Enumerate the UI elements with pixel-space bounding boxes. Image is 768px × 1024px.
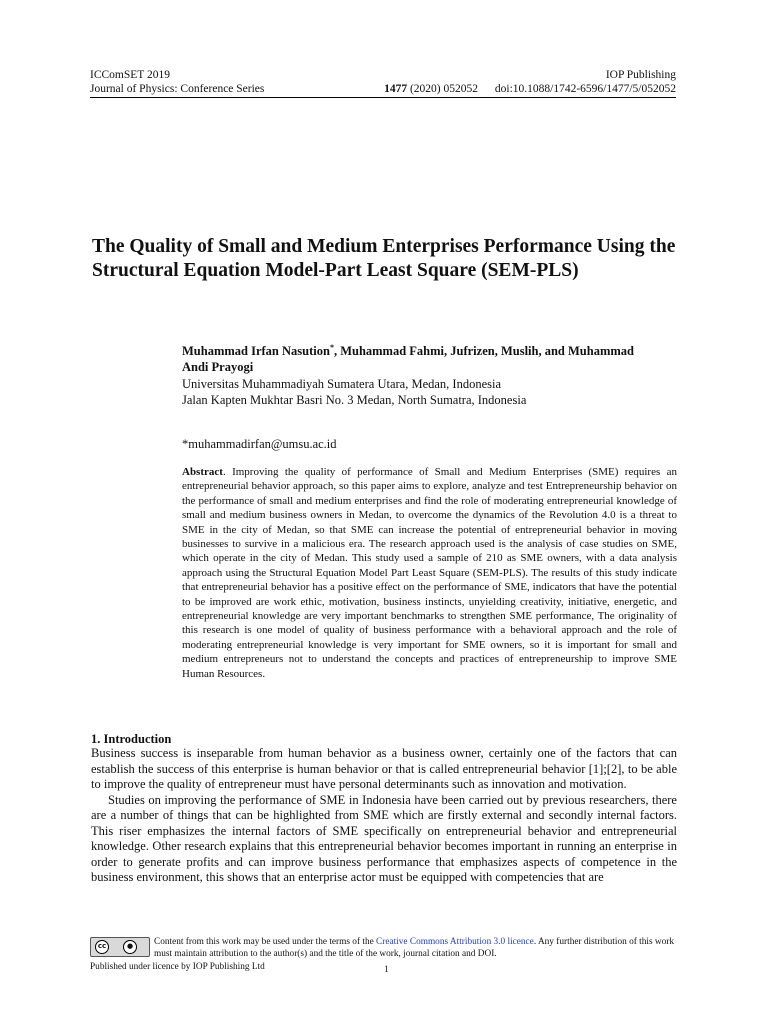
affiliation — [182, 376, 662, 408]
paper-title: The Quality of Small and Medium Enterprises Performance Using the Structural Equation Model-Part Least Square (SEM-PLS) — [92, 236, 676, 281]
year-issue: (2020) 052052 — [407, 83, 478, 95]
license-text-before: Content from this work may be used under the terms of the — [154, 937, 377, 947]
contact-email[interactable]: *muhammadirfan@umsu.ac.id — [182, 437, 337, 451]
introduction-paragraph-1: Business success is inseparable from human behavior as a business owner, certainly one of the factors that can establish the success of this enterprise is human behavior or that is called entrepreneurial behavior [1];[2], to be able to improve the quality of entrepreneur must have personal determinants such as innovation and motivation. — [91, 746, 677, 791]
introduction-paragraph-2: Studies on improving the performance of SME in Indonesia have been carried out by previous researchers, there are a number of things that can be highlighted from SME which are firstly external and secondly internal factors. This riser emphasizes the internal factors of SME specifically on entrepreneurial behavior and entrepreneurial knowledge. Other research explains that this entrepreneurial behavior becomes important in running an enterprise in order to generate profits and can improve business performance that emphasizes aspects of competence in the business environment, this shows that an enterprise actor must be equipped with competencies that are — [91, 792, 677, 884]
header-row-2 — [90, 82, 676, 96]
co-authors: , Muhammad Fahmi, Jufrizen, Muslih, and Muhammad Andi Prayogi — [182, 344, 634, 375]
doi-text[interactable]: doi:10.1088/1742-6596/1477/5/052052 — [494, 83, 676, 95]
header-row-1 — [90, 68, 676, 82]
citation-info — [384, 82, 676, 96]
introduction-body — [91, 746, 677, 886]
page-number: 1 — [384, 965, 389, 975]
header-divider — [90, 97, 676, 98]
by-icon: ● — [123, 940, 137, 954]
abstract-label: Abstract — [182, 466, 223, 478]
cc-icon: cc — [95, 940, 109, 954]
abstract — [182, 465, 677, 681]
corresponding-author: Muhammad Irfan Nasution — [182, 344, 330, 359]
section-heading-introduction: 1. Introduction — [91, 732, 172, 746]
running-header — [90, 68, 676, 96]
cc-by-badge[interactable] — [90, 937, 150, 957]
conference-name: ICComSET 2019 — [90, 69, 170, 81]
journal-name: Journal of Physics: Conference Series — [90, 83, 265, 95]
license-text-after: . Any further distribution of this work must maintain attribution to the author(s) and the title of the work, journal citation and DOI. — [154, 937, 675, 959]
license-link[interactable]: Creative Commons Attribution 3.0 licence — [376, 937, 534, 947]
volume-number: 1477 — [384, 83, 408, 95]
abstract-text: . Improving the quality of performance of Small and Medium Enterprises (SME) requires an entrepreneurial behavior approach, so this paper aims to explore, analyze and test Entrepreneurship behavior on the performance of small and medium enterprises and find the role of moderating entrepreneurial knowledge of small and medium business owners in Medan, to overcome the dynamics of the Revolution 4.0 is a threat to SME in the city of Medan, so that SME can increase the potential of entrepreneurial behavior in moving businesses to survive in a malicious era. The research approach used is the analysis of case studies on SME, which operate in the city of Medan. This study used a sample of 210 as SME owners, with a data analysis approach using the Structural Equation Model Part Least Square (SEM-PLS). The results of this study indicate that entrepreneurial behavior has a positive effect on the performance of SME, indicators that have the potential to be improved are work ethic, motivation, business instincts, unyielding creativity, initiative, energetic, and entrepreneurial knowledge are very important benchmarks to strengthen SME performance, The originality of this research is one model of quality of business performance with a behavioral approach and the role of moderating entrepreneurial knowledge is very important for SME owners, so it is important for small and medium entrepreneurs not to understand the concepts and practices of entrepreneurship to improve SME Human Resources. — [182, 466, 677, 680]
publisher-name: IOP Publishing — [605, 69, 676, 81]
license-text — [154, 937, 680, 960]
publisher-footer: Published under licence by IOP Publishing Ltd — [90, 962, 265, 972]
author-list — [182, 340, 662, 375]
corresponding-mark: * — [329, 343, 334, 352]
affiliation-line-2: Jalan Kapten Mukhtar Basri No. 3 Medan, North Sumatra, Indonesia — [182, 393, 527, 407]
affiliation-line-1: Universitas Muhammadiyah Sumatera Utara, Medan, Indonesia — [182, 377, 502, 391]
